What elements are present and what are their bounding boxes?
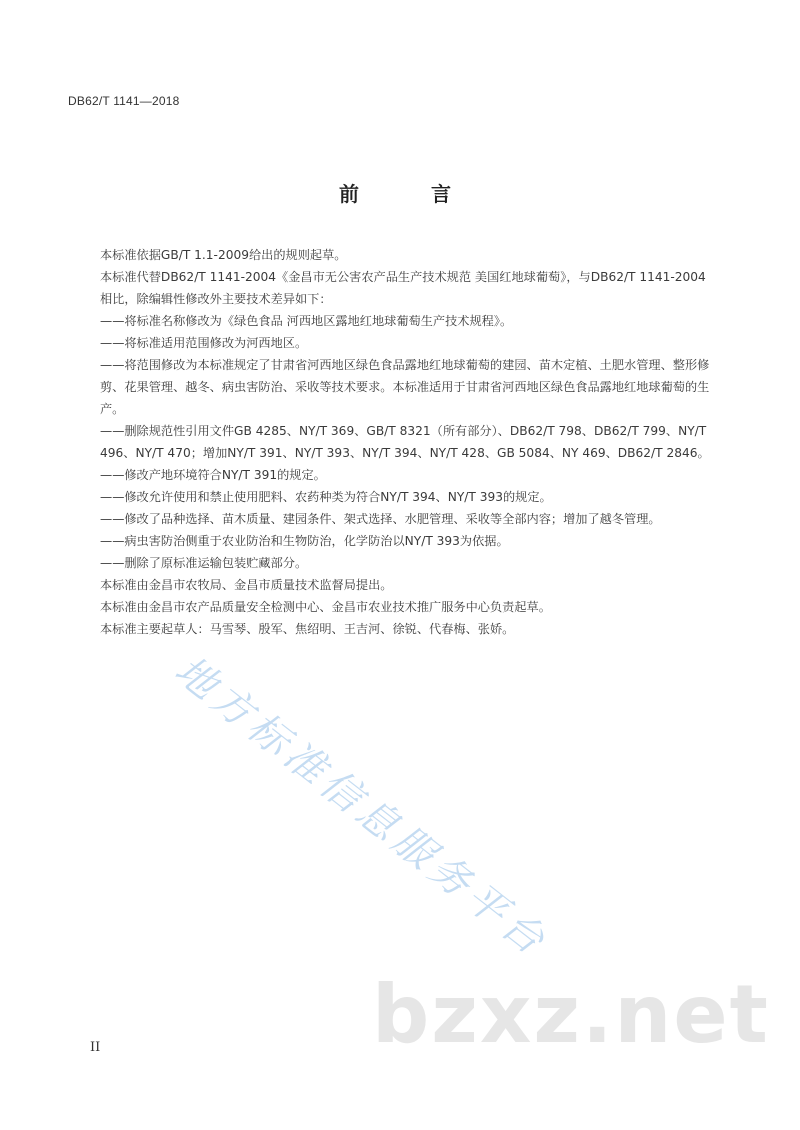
paragraph-drafters: 本标准主要起草人：马雪琴、殷军、焦绍明、王吉河、徐锐、代春梅、张娇。	[100, 622, 515, 636]
paragraph-drafting-org: 本标准由金昌市农产品质量安全检测中心、金昌市农业技术推广服务中心负责起草。	[100, 600, 551, 614]
change-item-content: ——修改了品种选择、苗木质量、建园条件、架式选择、水肥管理、采收等全部内容；增加了越冬管理。	[100, 512, 661, 526]
foreword-body	[100, 244, 712, 640]
paragraph-proposer: 本标准由金昌市农牧局、金昌市质量技术监督局提出。	[100, 578, 393, 592]
watermark-chinese: 地方标准信息服务平台	[166, 647, 557, 967]
change-item-removed: ——删除了原标准运输包装贮藏部分。	[100, 556, 308, 570]
change-item-scope: ——将范围修改为本标准规定了甘肃省河西地区绿色食品露地红地球葡萄的建园、苗木定植、土肥水管理、整形修剪、花果管理、越冬、病虫害防治、采收等技术要求。本标准适用于甘肃省河西地区绿色食品露地红地球葡萄的生产。	[100, 358, 710, 416]
change-item-scope-region: ——将标准适用范围修改为河西地区。	[100, 336, 308, 350]
change-item-references: ——删除规范性引用文件GB 4285、NY/T 369、GB/T 8321（所有部分）、DB62/T 798、DB62/T 799、NY/T 496、NY/T 470；增加NY/T 391、NY/T 393、NY/T 394、NY/T 428、GB 5084、NY 469、DB62/T 2846。	[100, 424, 710, 460]
paragraph-replaces: 本标准代替DB62/T 1141-2004《金昌市无公害农产品生产技术规范 美国红地球葡萄》，与DB62/T 1141-2004相比，除编辑性修改外主要技术差异如下：	[100, 270, 706, 306]
standard-code: DB62/T 1141—2018	[68, 94, 180, 108]
page-title: 前 言	[339, 182, 477, 206]
change-item-environment: ——修改产地环境符合NY/T 391的规定。	[100, 468, 326, 482]
change-item-pest-control: ——病虫害防治侧重于农业防治和生物防治，化学防治以NY/T 393为依据。	[100, 534, 509, 548]
watermark-domain: bzxz.net	[372, 968, 770, 1061]
page-number: II	[90, 1040, 101, 1055]
change-item-fertilizer: ——修改允许使用和禁止使用肥料、农药种类为符合NY/T 394、NY/T 393的规定。	[100, 490, 552, 504]
paragraph-basis: 本标准依据GB/T 1.1-2009给出的规则起草。	[100, 248, 347, 262]
change-item-name: ——将标准名称修改为《绿色食品 河西地区露地红地球葡萄生产技术规程》。	[100, 314, 513, 328]
